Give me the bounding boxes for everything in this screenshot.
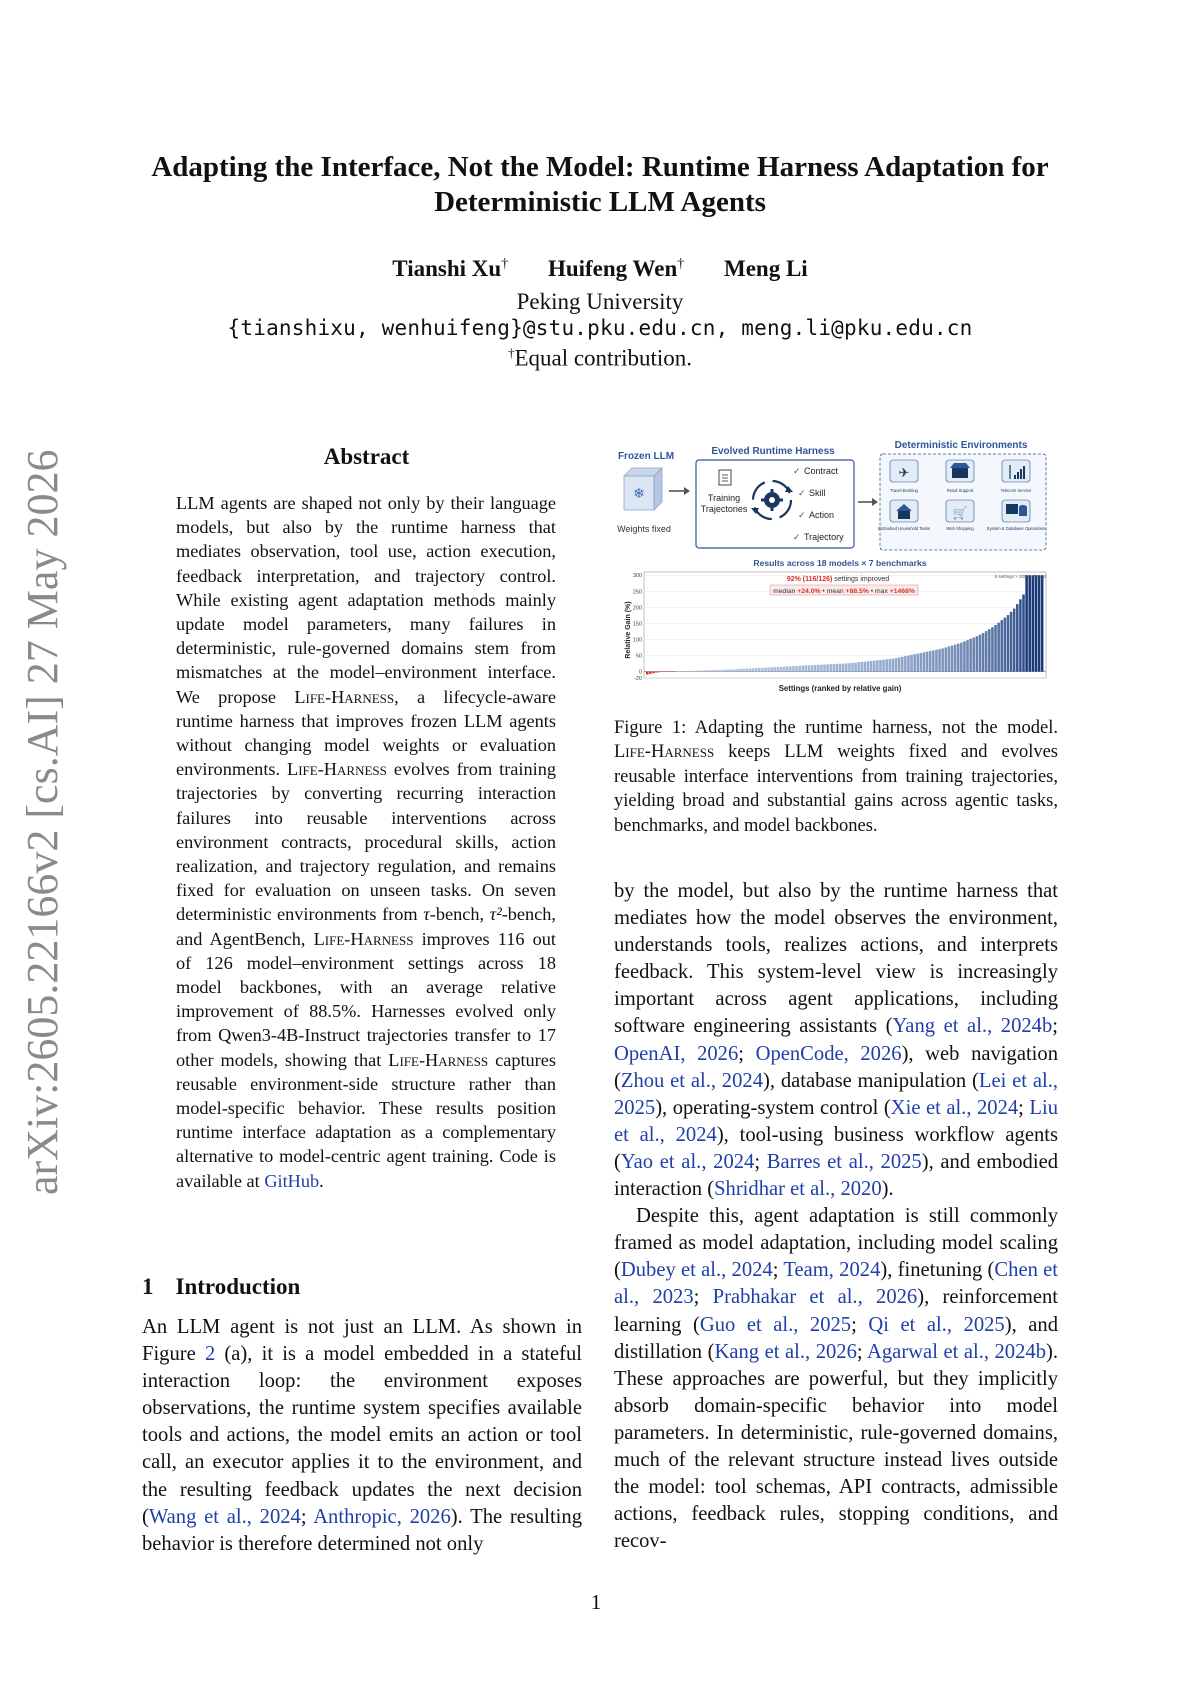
bar-23 [718, 670, 721, 672]
bar-30 [739, 669, 742, 672]
env-travel-booking: Travel Booking [890, 488, 918, 493]
affiliation: Peking University [516, 289, 684, 314]
bar-45 [786, 666, 789, 671]
bar-2 [652, 672, 655, 674]
bar-113 [997, 623, 1000, 672]
bar-42 [777, 667, 780, 672]
check-trajectory: Trajectory [804, 532, 844, 542]
citation-yang[interactable]: Yang et al., 2024b [892, 1015, 1053, 1038]
bar-115 [1004, 618, 1007, 672]
check-icon: ✓ [793, 466, 801, 476]
x-axis-label: Settings (ranked by relative gain) [778, 684, 902, 693]
web-shopping-icon [946, 500, 974, 522]
bar-49 [798, 666, 801, 672]
bar-68 [857, 662, 860, 671]
citation-prabhakar[interactable]: Prabhakar et al., 2026 [712, 1286, 918, 1309]
arxiv-side-stamp: arXiv:2605.22166v2 [cs.AI] 27 May 2026 [18, 449, 67, 1195]
bar-61 [836, 664, 839, 672]
y-tick-label: 0 [638, 669, 642, 676]
method-name: Life-Harness [294, 686, 395, 707]
bar-74 [876, 660, 879, 671]
author-2: Huifeng Wen† [547, 256, 685, 281]
citation-qi[interactable]: Qi et al., 2025 [868, 1313, 1005, 1336]
y-tick-label: 150 [632, 621, 642, 628]
bar-43 [780, 667, 783, 672]
bar-75 [879, 660, 882, 672]
bar-84 [907, 656, 910, 672]
bar-69 [861, 662, 864, 672]
bar-73 [873, 661, 876, 672]
bar-122 [1025, 575, 1028, 671]
check-skill: Skill [809, 488, 826, 498]
bar-92 [932, 650, 935, 671]
figure-1-caption: Figure 1: Adapting the runtime harness, not the model. Life-Harness keeps LLM weights fixed and evolves reusable interface interventions from training trajectories, yielding broad and substantial gains across agentic tasks, benchmarks, and model backbones. [614, 718, 1059, 836]
citation-kang[interactable]: Kang et al., 2026 [714, 1340, 857, 1363]
author-list [120, 256, 1080, 282]
bar-37 [761, 668, 764, 672]
bar-118 [1013, 609, 1016, 672]
bar-82 [901, 657, 904, 672]
bar-24 [721, 670, 724, 672]
citation-liu[interactable]: Liu et al., 2024 [614, 1096, 1059, 1146]
training-trajectories-line-2: Trajectories [700, 504, 748, 514]
arrow-icon [858, 498, 878, 506]
bar-4 [658, 672, 661, 673]
bar-94 [938, 649, 941, 671]
bar-95 [941, 648, 944, 671]
page-number: 1 [590, 1590, 602, 1614]
citation-lei[interactable]: Lei et al., 2025 [614, 1069, 1058, 1119]
bar-55 [817, 665, 820, 672]
abstract-heading: Abstract [323, 444, 410, 469]
stat-summary: median +24.0% • mean +88.5% • max +1468% [773, 588, 915, 595]
bar-123 [1028, 575, 1031, 671]
bar-52 [808, 665, 811, 671]
bar-3 [655, 672, 658, 673]
method-name: Life-Harness [287, 759, 387, 780]
section-heading-introduction: 1 Introduction [142, 1274, 301, 1299]
bar-127 [1041, 575, 1044, 671]
bar-15 [693, 671, 696, 672]
bar-21 [711, 670, 714, 672]
document-icon [719, 470, 731, 485]
telecom-service-icon [1002, 460, 1030, 482]
bar-100 [957, 644, 960, 672]
travel-booking-icon [890, 460, 918, 482]
bar-25 [724, 669, 727, 671]
training-trajectories-line-1: Training [707, 493, 741, 503]
check-icon: ✓ [798, 510, 806, 520]
bar-54 [814, 665, 817, 672]
bar-14 [690, 671, 693, 672]
bar-47 [792, 666, 795, 671]
harness-title: Evolved Runtime Harness [711, 446, 835, 457]
bar-56 [820, 665, 823, 672]
bar-0 [646, 672, 649, 675]
bar-16 [696, 671, 699, 672]
bar-78 [889, 659, 892, 672]
bar-85 [910, 655, 913, 672]
citation-shridhar[interactable]: Shridhar et al., 2020 [714, 1178, 882, 1201]
bar-89 [923, 652, 926, 671]
bar-126 [1038, 575, 1041, 671]
bar-120 [1019, 599, 1022, 671]
bar-124 [1032, 575, 1035, 671]
citation-dubey[interactable]: Dubey et al., 2024 [620, 1259, 773, 1282]
bar-41 [773, 667, 776, 672]
bar-65 [848, 663, 851, 671]
citation-chen[interactable]: Chen et al., 2023 [614, 1259, 1058, 1309]
citation-openai[interactable]: OpenAI, 2026 [614, 1042, 739, 1065]
bar-62 [839, 664, 842, 672]
paper-title [120, 150, 1080, 220]
citation-team[interactable]: Team, 2024 [783, 1259, 881, 1282]
bar-111 [991, 627, 994, 671]
citation-guo[interactable]: Guo et al., 2025 [699, 1313, 852, 1336]
bar-93 [935, 650, 938, 672]
bar-87 [917, 654, 920, 672]
bar-119 [1016, 604, 1019, 671]
y-axis-label: Relative Gain (%) [625, 601, 632, 659]
bar-79 [892, 659, 895, 672]
bar-103 [966, 640, 969, 671]
bar-48 [795, 666, 798, 672]
bar-109 [985, 631, 988, 671]
title-line-2: Deterministic LLM Agents [434, 186, 766, 218]
bar-70 [864, 662, 867, 672]
bar-39 [767, 667, 770, 671]
bar-1 [649, 672, 652, 674]
check-icon: ✓ [793, 532, 801, 542]
bar-26 [727, 669, 730, 671]
bar-96 [945, 647, 948, 671]
bar-91 [929, 651, 932, 672]
bar-90 [926, 652, 929, 672]
bar-58 [826, 664, 829, 671]
y-tick-label: -20 [634, 676, 642, 682]
paragraph-model-adaptation: Despite this, agent adaptation is still commonly framed as model adaptation, including model scaling (Dubey et al., 2024; Team, 2024), finetuning (Chen et al., 2023; Prabhakar et al., 2026), reinforcement learning (Guo et al., 2025; Qi et al., 2025), and distillation (Kang et al., 2026; Agarwal et al., 2024b). These approaches are powerful, but they implicitly absorb domain-specific behavior into model parameters. In deterministic, rule-governed domains, much of the relevant structure instead lives outside the model: tool schemas, API contracts, admissible actions, feedback rules, stopping conditions, and recov- [614, 1205, 1059, 1553]
bar-108 [982, 633, 985, 672]
bar-121 [1022, 594, 1025, 671]
bar-67 [854, 663, 857, 672]
method-name: Life-Harness [388, 1049, 489, 1070]
method-name: Life-Harness [614, 742, 715, 763]
bar-110 [988, 629, 991, 671]
bar-107 [979, 635, 982, 672]
arrow-icon [669, 487, 690, 495]
bar-50 [801, 666, 804, 672]
bar-105 [972, 638, 975, 672]
check-action: Action [809, 510, 835, 520]
clip-note: 6 settings > 300% clipped [994, 574, 1046, 579]
bar-112 [994, 625, 997, 672]
bar-51 [805, 665, 808, 671]
weights-fixed-label: Weights fixed [617, 524, 671, 534]
equal-contribution-note: †Equal contribution. [507, 345, 693, 371]
github-link[interactable]: GitHub [264, 1170, 320, 1191]
bar-33 [749, 668, 752, 671]
y-tick-label: 50 [635, 653, 642, 660]
abstract-body: LLM agents are shaped not only by their language models, but also by the runtime harness that mediates observation, tool use, action execution, feedback interpretation, and trajectory control. While existing agent adaptation methods mainly update model parameters, many failures in deterministic, rule-governed domains stem from mismatches at the model–environment interface. We propose Life-Harness, a lifecycle-aware runtime harness that improves frozen LLM agents without changing model weights or evaluation environments. Life-Harness evolves from training trajectories by converting recurring interaction failures into reusable interventions across environment contracts, procedural skills, action realization, and trajectory regulation, and remains fixed for evaluation on unseen tasks. On seven deterministic environments from τ-bench, τ²-bench, and AgentBench, Life-Harness improves 116 out of 126 model–environment settings across 18 model backbones, with an average relative improvement of 88.5%. Harnesses evolved only from Qwen3-4B-Instruct trajectories transfer to 17 other models, showing that Life-Harness captures reusable environment-side structure rather than model-specific behavior. These results position runtime interface adaptation as a complementary alternative to model-centric agent training. Code is available at GitHub. [176, 493, 556, 1191]
results-title: Results across 18 models × 7 benchmarks [753, 558, 927, 568]
method-name: Life-Harness [313, 928, 414, 949]
bar-59 [829, 664, 832, 671]
frozen-llm-cube-icon [624, 468, 662, 510]
bar-102 [963, 641, 966, 671]
bar-71 [867, 661, 870, 671]
bar-114 [1000, 620, 1003, 671]
bar-34 [752, 668, 755, 671]
bar-57 [823, 665, 826, 672]
bar-116 [1007, 615, 1010, 672]
bar-104 [969, 639, 972, 672]
frozen-llm-label: Frozen LLM [617, 451, 675, 462]
env-system-database: System & Database Operations [986, 526, 1046, 531]
author-emails[interactable]: {tianshixu, wenhuifeng}@stu.pku.edu.cn, meng.li@pku.edu.cn [227, 316, 973, 340]
bar-31 [742, 669, 745, 672]
title-line-1: Adapting the Interface, Not the Model: Runtime Harness Adaptation for [151, 151, 1049, 183]
citation-anthropic[interactable]: Anthropic, 2026 [313, 1505, 451, 1528]
citation-opencode[interactable]: OpenCode, 2026 [755, 1042, 902, 1065]
figure-1 [612, 434, 1058, 696]
figure-2-reference[interactable]: 2 [204, 1343, 216, 1366]
bar-19 [705, 670, 708, 671]
check-icon: ✓ [798, 488, 806, 498]
bar-18 [702, 670, 705, 671]
bar-60 [833, 664, 836, 672]
household-icon [890, 500, 918, 522]
citation-agarwal[interactable]: Agarwal et al., 2024b [867, 1340, 1046, 1363]
right-column-body [614, 878, 1058, 1555]
citation-xie[interactable]: Xie et al., 2024 [890, 1096, 1019, 1119]
citation-yao[interactable]: Yao et al., 2024 [620, 1150, 755, 1173]
retail-support-icon [946, 460, 974, 482]
bar-35 [755, 668, 758, 672]
bar-38 [764, 668, 767, 672]
bar-86 [913, 654, 916, 671]
bar-99 [954, 645, 957, 672]
bar-36 [758, 668, 761, 672]
bar-53 [811, 665, 814, 671]
citation-wang[interactable]: Wang et al., 2024 [148, 1505, 301, 1528]
env-household-tasks: Embodied Household Tasks [878, 526, 930, 531]
y-tick-label: 200 [632, 605, 642, 612]
bar-97 [948, 647, 951, 672]
environments-title: Deterministic Environments [894, 440, 1028, 451]
bar-76 [882, 660, 885, 672]
env-telecom-service: Telecom Service [1000, 488, 1032, 493]
bar-88 [920, 653, 923, 672]
author-1: Tianshi Xu† [392, 256, 509, 281]
bar-22 [714, 670, 717, 672]
svg-text:🛒: 🛒 [952, 506, 968, 520]
introduction-paragraph: An LLM agent is not just an LLM. As shown in Figure 2 (a), it is a model embedded in a stateful interaction loop: the environment exposes observations, the runtime system specifies available tools and actions, the model emits an action or tool call, an executor applies it to the environment, and the resulting feedback updates the next decision (Wang et al., 2024; Anthropic, 2026). The resulting behavior is therefore determined not only [142, 1316, 582, 1555]
bar-64 [845, 663, 848, 671]
bar-63 [842, 664, 845, 672]
bar-40 [770, 667, 773, 671]
bar-17 [699, 671, 702, 672]
bar-83 [904, 656, 907, 671]
bar-72 [870, 661, 873, 672]
env-web-shopping: Web Shopping [946, 526, 974, 531]
check-contract: Contract [804, 466, 839, 476]
bar-66 [851, 663, 854, 672]
stat-improved: 92% (116/126) settings improved [786, 576, 890, 583]
bar-46 [789, 666, 792, 671]
author-3: Meng Li [723, 256, 808, 281]
bar-28 [733, 669, 736, 671]
bar-29 [736, 669, 739, 672]
y-tick-label: 250 [632, 589, 642, 596]
bar-117 [1010, 612, 1013, 672]
bar-27 [730, 669, 733, 671]
bar-44 [783, 667, 786, 672]
citation-zhou[interactable]: Zhou et al., 2024 [620, 1069, 763, 1092]
bar-101 [960, 643, 963, 672]
bar-80 [895, 658, 898, 671]
bar-98 [951, 646, 954, 672]
svg-text:✈: ✈ [898, 465, 910, 480]
bar-106 [976, 636, 979, 671]
env-retail-support: Retail Support [946, 488, 974, 493]
y-tick-label: 300 [632, 573, 642, 580]
bar-77 [885, 659, 888, 671]
bar-81 [898, 657, 901, 671]
svg-text:❄: ❄ [633, 485, 645, 501]
bar-32 [746, 669, 749, 672]
bar-20 [708, 670, 711, 671]
citation-barres[interactable]: Barres et al., 2025 [766, 1150, 922, 1173]
bar-125 [1035, 575, 1038, 671]
database-icon [1002, 500, 1030, 522]
y-tick-label: 100 [632, 637, 642, 644]
paragraph-harness-view: by the model, but also by the runtime harness that mediates how the model observes the environment, understands tools, realizes actions, and interprets feedback. This system-level view is increasingly important across agent applications, including software engineering assistants (Yang et al., 2024b; OpenAI, 2026; OpenCode, 2026), web navigation (Zhou et al., 2024), database manipulation (Lei et al., 2025), operating-system control (Xie et al., 2024; Liu et al., 2024), tool-using business workflow agents (Yao et al., 2024; Barres et al., 2025), and embodied interaction (Shridhar et al., 2020). [614, 880, 1059, 1201]
